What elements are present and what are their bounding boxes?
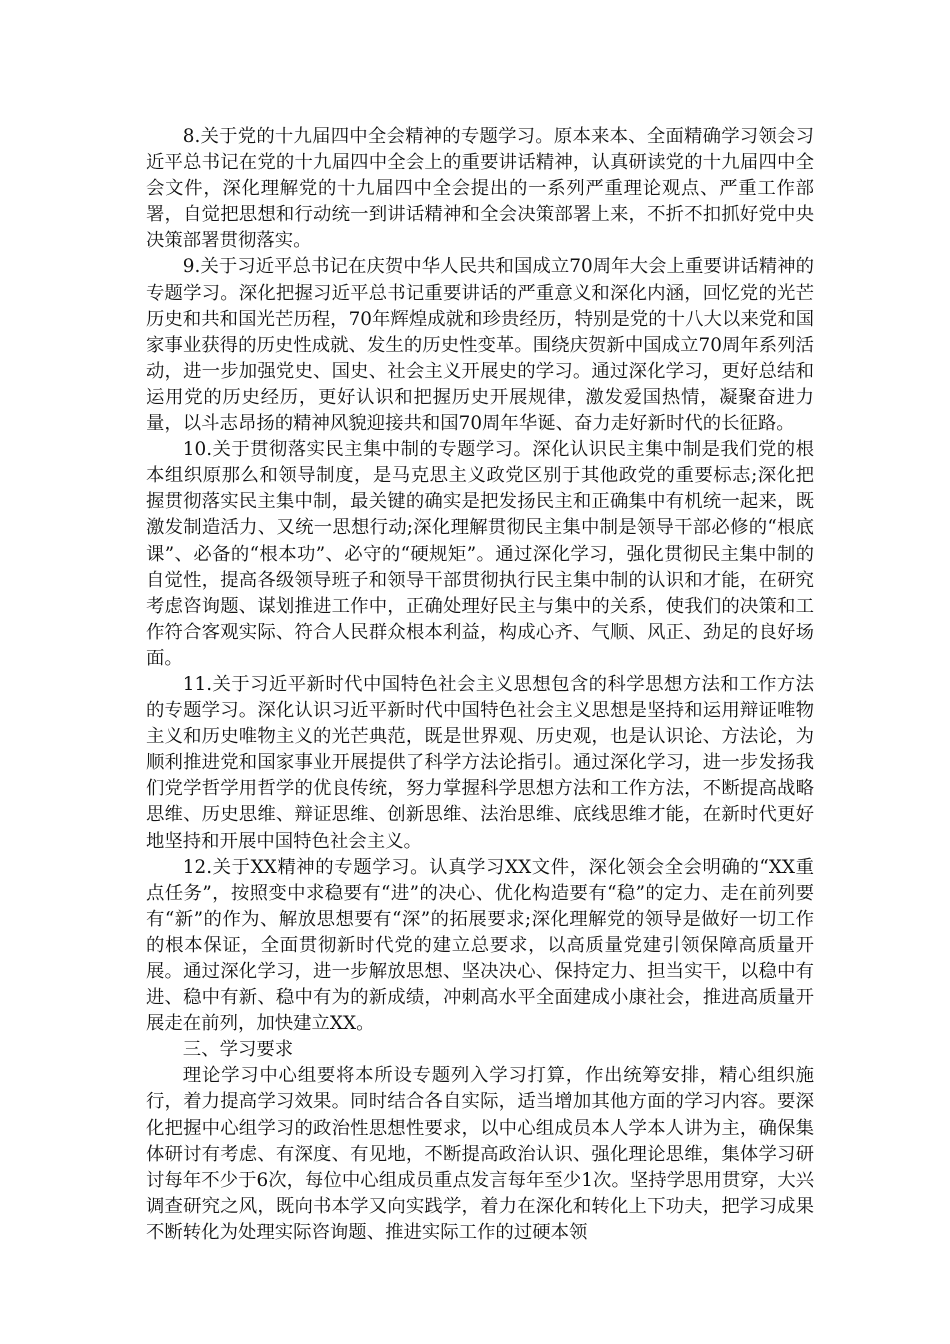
paragraph-item-9: 9.关于习近平总书记在庆贺中华人民共和国成立70周年大会上重要讲话精神的专题学习。深化把握习近平总书记重要讲话的严重意义和深化内涵，回忆党的光芒历史和共和国光芒历程，70年辉煌成就和珍贵经历，特别是党的十八大以来党和国家事业获得的历史性成就、发生的历史性变革。围绕庆贺新中国成立70周年系列活动，进一步加强党史、国史、社会主义开展史的学习。通过深化学习，更好总结和运用党的历史经历，更好认识和把握历史开展规律，激发爱国热情，凝聚奋进力量，以斗志昂扬的精神风貌迎接共和国70周年华诞、奋力走好新时代的长征路。	[146, 256, 814, 435]
paragraph-item-10: 10.关于贯彻落实民主集中制的专题学习。深化认识民主集中制是我们党的根本组织原那么和领导制度，是马克思主义政党区别于其他政党的重要标志;深化把握贯彻落实民主集中制，最关键的确实是把发扬民主和正确集中有机统一起来，既激发制造活力、又统一思想行动;深化理解贯彻民主集中制是领导干部必修的“根底课”、必备的“根本功”、必守的“硬规矩”。通过深化学习，强化贯彻民主集中制的自觉性，提高各级领导班子和领导干部贯彻执行民主集中制的认识和才能，在研究考虑咨询题、谋划推进工作中，正确处理好民主与集中的关系，使我们的决策和工作符合客观实际、符合人民群众根本利益，构成心齐、气顺、风正、劲足的良好场面。	[146, 439, 814, 669]
section-heading: 三、学习要求	[182, 1039, 294, 1061]
requirements-paragraph: 理论学习中心组要将本所设专题列入学习打算，作出统筹安排，精心组织施行，着力提高学习效果。同时结合各自实际，适当增加其他方面的学习内容。要深化把握中心组学习的政治性思想性要求，以中心组成员本人学本人讲为主，确保集体研讨有考虑、有深度、有见地，不断提高政治认识、强化理论思维，集体学习研讨每年不少于6次，每位中心组成员重点发言每年至少1次。坚持学思用贯穿，大兴调查研究之风，既向书本学又向实践学，着力在深化和转化上下功夫，把学习成果不断转化为处理实际咨询题、推进实际工作的过硬本领	[146, 1065, 814, 1243]
paragraph-item-11: 11.关于习近平新时代中国特色社会主义思想包含的科学思想方法和工作方法的专题学习。深化认识习近平新时代中国特色社会主义思想是坚持和运用辩证唯物主义和历史唯物主义的光芒典范，既是世界观、历史观，也是认识论、方法论，为顺利推进党和国家事业开展提供了科学方法论指引。通过深化学习，进一步发扬我们党学哲学用哲学的优良传统，努力掌握科学思想方法和工作方法，不断提高战略思维、历史思维、辩证思维、创新思维、法治思维、底线思维才能，在新时代更好地坚持和开展中国特色社会主义。	[146, 673, 814, 852]
document-body	[146, 124, 814, 1246]
paragraph-item-8: 8.关于党的十九届四中全会精神的专题学习。原本来本、全面精确学习领会习近平总书记在党的十九届四中全会上的重要讲话精神，认真研读党的十九届四中全会文件，深化理解党的十九届四中全会提出的一系列严重理论观点、严重工作部署，自觉把思想和行动统一到讲话精神和全会决策部署上来，不折不扣抓好党中央决策部署贯彻落实。	[146, 126, 814, 252]
paragraph-item-12: 12.关于XX精神的专题学习。认真学习XX文件，深化领会全会明确的“XX重点任务”，按照变中求稳要有“进”的决心、优化构造要有“稳”的定力、走在前列要有“新”的作为、解放思想要有“深”的拓展要求;深化理解党的领导是做好一切工作的根本保证，全面贯彻新时代党的建立总要求，以高质量党建引领保障高质量开展。通过深化学习，进一步解放思想、坚决决心、保持定力、担当实干，以稳中有进、稳中有新、稳中有为的新成绩，冲刺高水平全面建成小康社会，推进高质量开展走在前列，加快建立XX。	[146, 856, 814, 1035]
